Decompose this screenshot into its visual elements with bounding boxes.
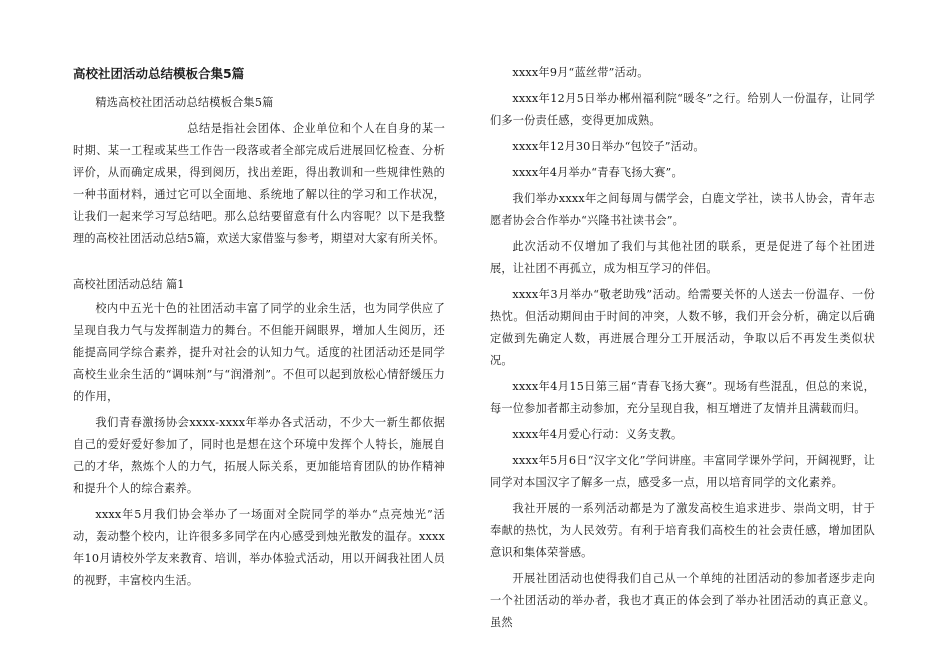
right-paragraph-6: 此次活动不仅增加了我们与其他社团的联系，更是促进了每个社团进展，让社团不再孤立，成为相互学习的伴侣。 <box>490 240 875 275</box>
right-paragraph-1: xxxx年9月“蓝丝带”活动。 <box>512 66 649 79</box>
document-title: 高校社团活动总结模板合集5篇 <box>73 66 245 81</box>
right-paragraph-9: xxxx年4月爱心行动：义务支教。 <box>512 428 683 441</box>
body-paragraph-2: 我们青春激扬协会xxxx-xxxx年举办各式活动，不少大一新生都依据自己的爱好爱好参加了，同时也是想在这个环境中发挥个人特长，施展自己的才华，熬炼个人的力气，拓展人际关系，更加能培育团队的协作精神和提升个人的综合素养。 <box>73 416 445 495</box>
section-gap <box>73 254 445 274</box>
right-paragraph-2: xxxx年12月5日举办郴州福利院“暖冬”之行。给别人一份温存，让同学们多一份责任感，变得更加成熟。 <box>490 92 875 127</box>
left-column <box>73 62 445 596</box>
right-paragraph-4: xxxx年4月举办“青春飞扬大赛”。 <box>512 166 683 179</box>
right-paragraph-8: xxxx年4月15日第三届“青春飞扬大赛”。现场有些混乱，但总的来说，每一位参加者都主动参加，充分呈现自我，相互增进了友情并且满载而归。 <box>490 380 875 415</box>
right-column <box>490 62 875 638</box>
intro-paragraph: 总结是指社会团体、企业单位和个人在自身的某一时期、某一工程或某些工作告一段落或者全部完成后进展回忆检查、分析评价，从而确定成果，得到阅历，找出差距，得出教训和一些规律性熟的一种书面材料，通过它可以全面地、系统地了解以往的学习和工作状况，让我们一起来学习写总结吧。那么总结要留意有什么内容呢？以下是我整理的高校社团活动总结5篇，欢送大家借鉴与参考，期望对大家有所关怀。 <box>73 122 445 245</box>
section-heading: 高校社团活动总结 篇1 <box>73 278 185 291</box>
right-paragraph-5: 我们举办xxxx年之间每周与儒学会，白鹿文学社，读书人协会，青年志愿者协会合作举办“兴隆书社读书会”。 <box>490 192 875 227</box>
right-paragraph-10: xxxx年5月6日“汉字文化”学问讲座。丰富同学课外学问，开阔视野，让同学对本国汉字了解多一点，感受多一点，用以培育同学的文化素养。 <box>490 454 875 489</box>
body-paragraph-1: 校内中五光十色的社团活动丰富了同学的业余生活，也为同学供应了呈现自我力气与发挥制造力的舞台。不但能开阔眼界，增加人生阅历，还能提高同学综合素养，提升对社会的认知力气。适度的社团活动还是同学高校生业余生活的“调味剂”与“润滑剂”。不但可以起到放松心情舒缓压力的作用， <box>73 302 445 403</box>
right-paragraph-3: xxxx年12月30日举办“包饺子”活动。 <box>512 140 705 153</box>
body-paragraph-3: xxxx年5月我们协会举办了一场面对全院同学的举办“点亮烛光”活动，轰动整个校内，让许很多多同学在内心感受到烛光散发的温存。xxxx年10月请校外学友来教育、培训，举办体验式活动，用以开阔我社团人员的视野，丰富校内生活。 <box>73 508 445 587</box>
right-paragraph-11: 我社开展的一系列活动都是为了激发高校生追求进步、崇尚文明，甘于奉献的热忱，为人民效劳。有利于培育我们高校生的社会责任感，增加团队意识和集体荣誉感。 <box>490 502 875 559</box>
right-paragraph-12: 开展社团活动也使得我们自己从一个单纯的社团活动的参加者逐步走向一个社团活动的举办者，我也才真正的体会到了举办社团活动的真正意义。虽然 <box>490 572 875 629</box>
right-paragraph-7: xxxx年3月举办“敬老助残”活动。给需要关怀的人送去一份温存、一份热忱。但活动期间由于时间的冲突，人数不够，我们开会分析，确定以后确定做到先确定人数，再进展合理分工开展活动，争取以后不再发生类似状况。 <box>490 288 875 367</box>
document-subtitle: 精选高校社团活动总结模板合集5篇 <box>95 96 274 109</box>
